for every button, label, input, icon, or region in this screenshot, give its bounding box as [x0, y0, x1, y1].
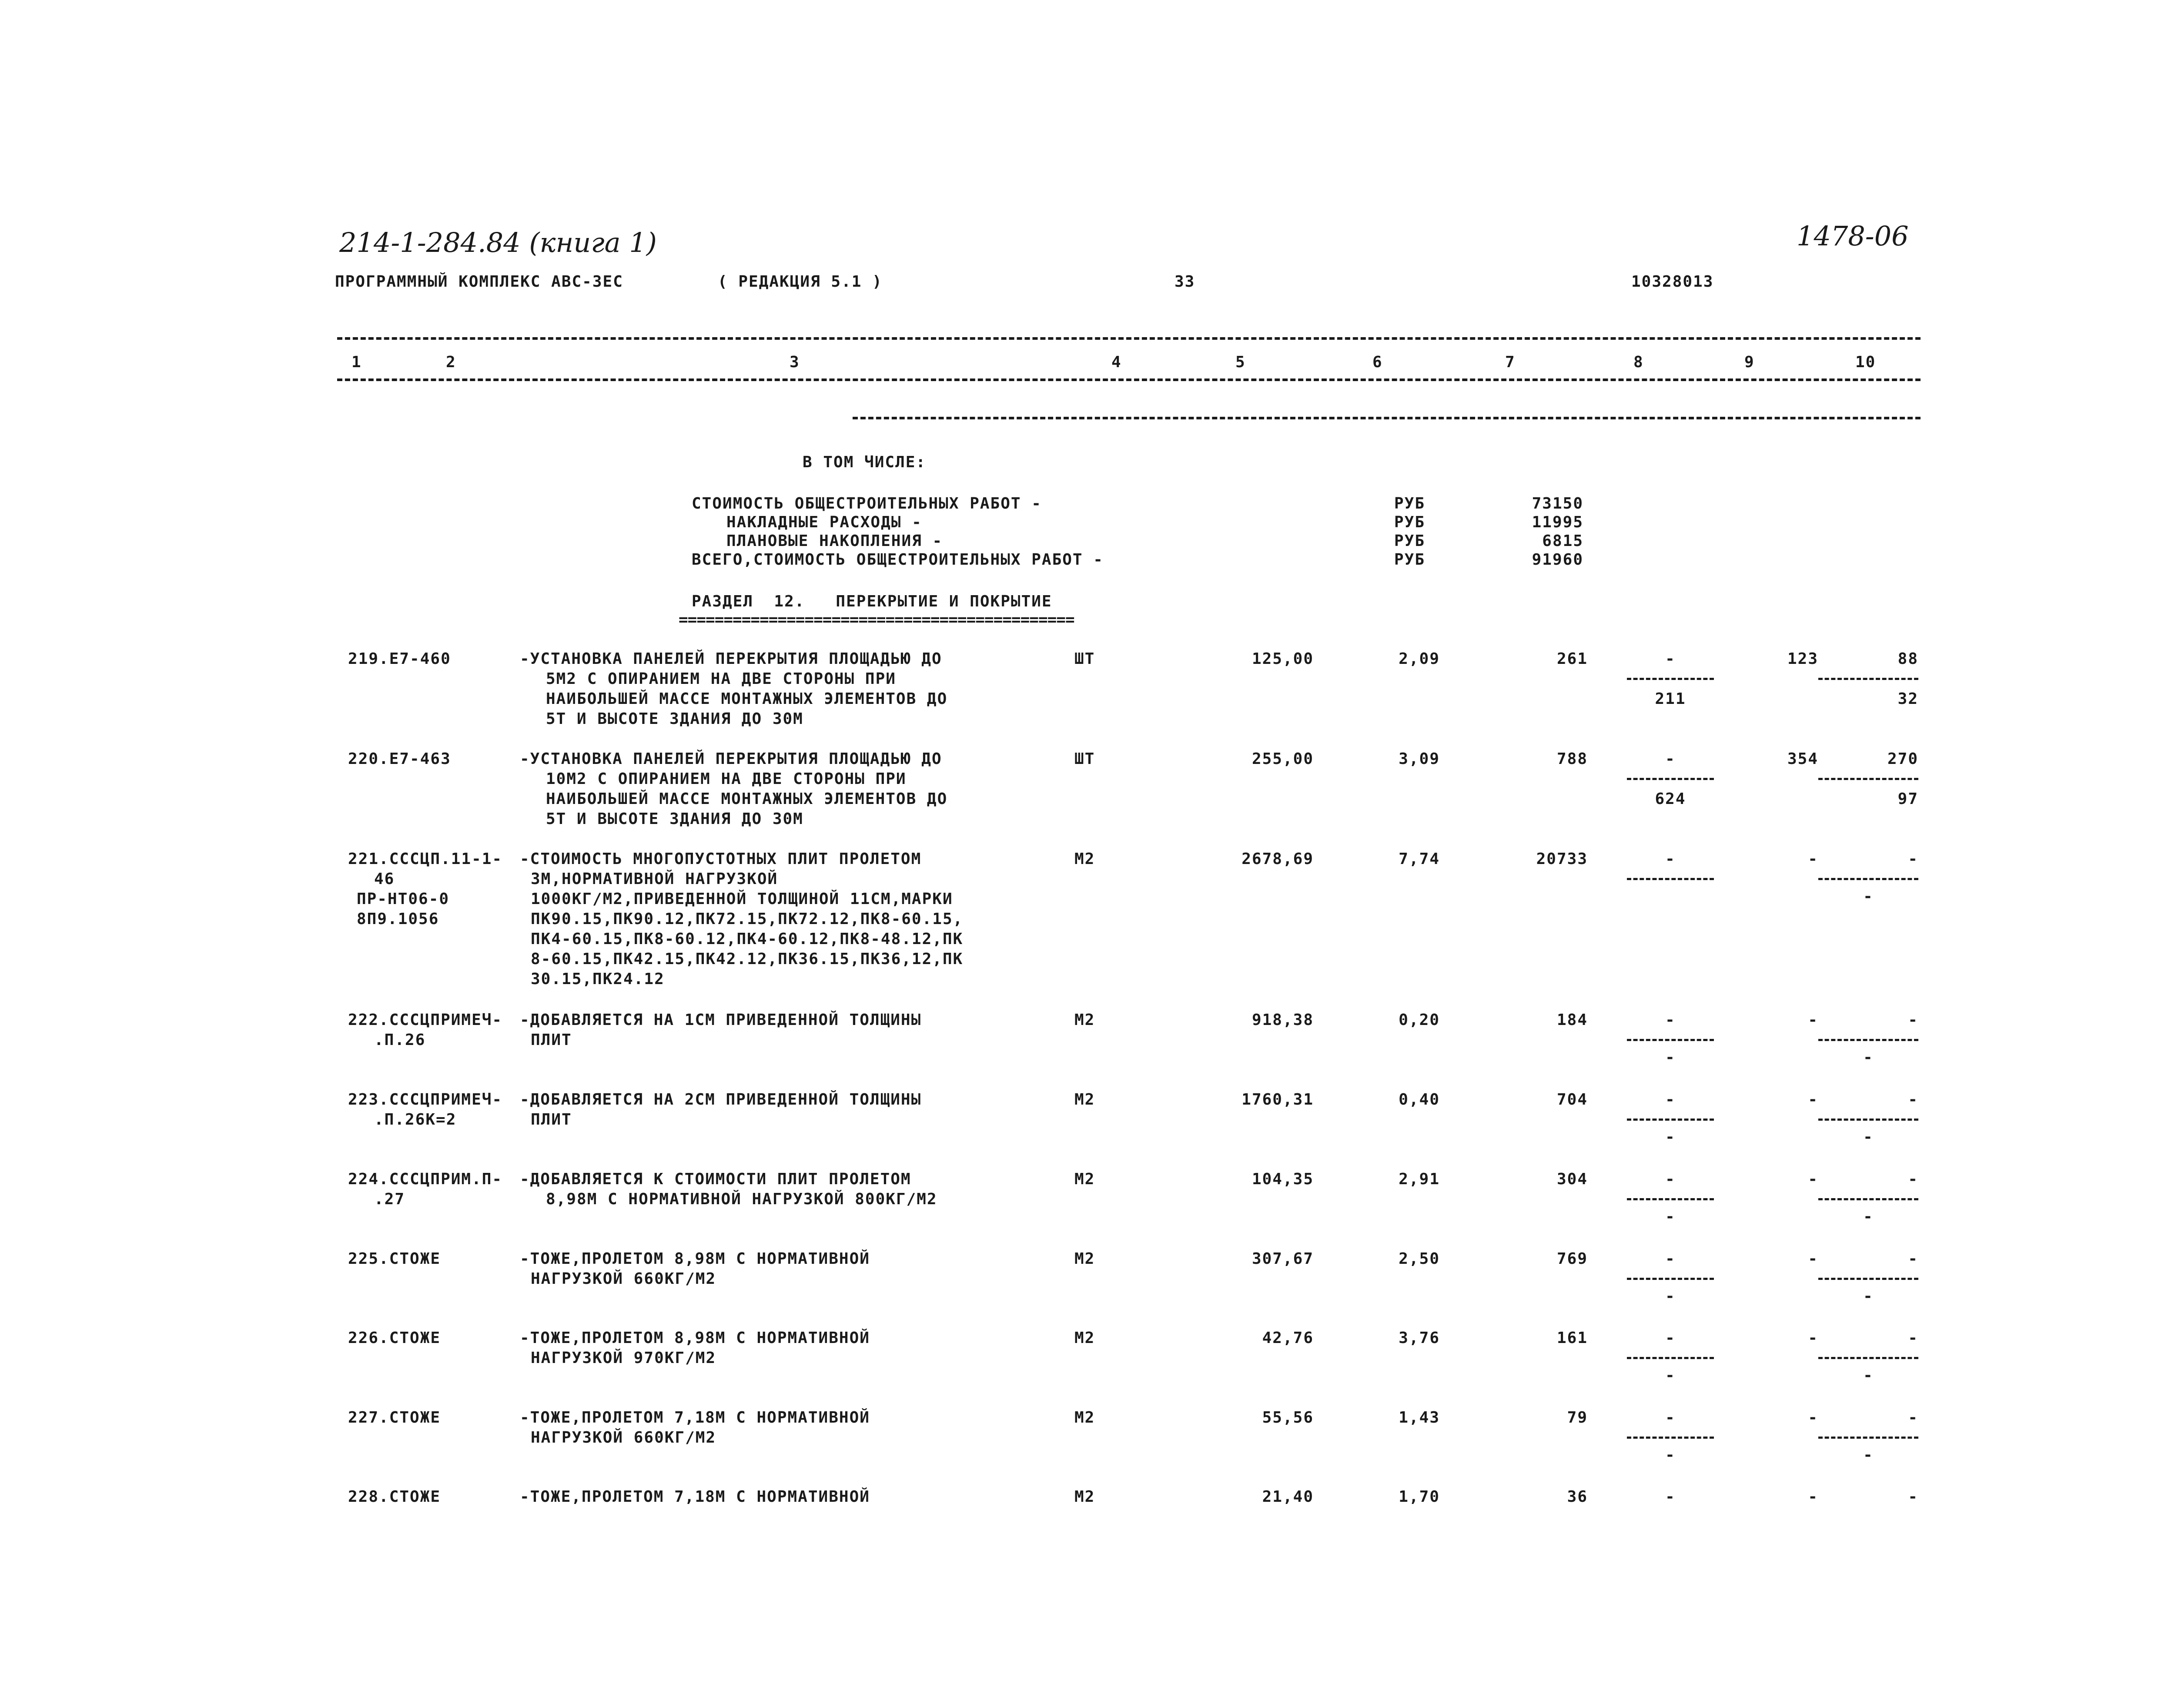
row-col8-subvalue: 211 [1655, 690, 1686, 708]
row-description: 10М2 С ОПИРАНИЕМ НА ДВЕ СТОРОНЫ ПРИ [546, 770, 907, 788]
row-description: 8-60.15,ПК42.15,ПК42.12,ПК36.15,ПК36,12,ПК [531, 950, 964, 968]
row-description: ПК4-60.15,ПК8-60.12,ПК4-60.12,ПК8-48.12,ПК [531, 930, 964, 948]
row-col8-subvalue: - [1665, 1366, 1676, 1384]
section-underline: ============================================ [679, 611, 1074, 629]
row-col9-value: 123 [1787, 650, 1818, 668]
row-total-cost: 184 [1556, 1011, 1588, 1029]
row-description: -УСТАНОВКА ПАНЕЛЕЙ ПЕРЕКРЫТИЯ ПЛОЩАДЬЮ ДО [520, 750, 942, 768]
table-row [0, 1169, 2175, 1235]
row-col8-value: - [1665, 650, 1676, 668]
row-description: НАИБОЛЬШЕЙ МАССЕ МОНТАЖНЫХ ЭЛЕМЕНТОВ ДО [546, 690, 948, 708]
row-col10-value: 88 [1897, 650, 1918, 668]
row-unit-price: 0,20 [1399, 1011, 1440, 1029]
col-num: 3 [790, 353, 800, 371]
row-col10-subvalue: 32 [1897, 690, 1918, 708]
col-num: 4 [1111, 353, 1122, 371]
row-total-cost: 20733 [1536, 850, 1588, 868]
col-num: 2 [446, 353, 456, 371]
row-col10-value: - [1908, 1488, 1918, 1506]
page-number: 33 [1174, 273, 1195, 291]
col8-underline [1627, 878, 1714, 880]
row-col10-subvalue: 97 [1897, 790, 1918, 808]
row-col9-value: - [1808, 1170, 1818, 1188]
row-unit: ШТ [1074, 650, 1095, 668]
row-col10-value: - [1908, 850, 1918, 868]
col8-underline [1627, 1278, 1714, 1280]
col-num: 10 [1855, 353, 1876, 371]
row-unit-price: 3,09 [1399, 750, 1440, 768]
row-description: -ДОБАВЛЯЕТСЯ НА 1СМ ПРИВЕДЕННОЙ ТОЛЩИНЫ [520, 1011, 922, 1029]
row-unit: М2 [1074, 1250, 1095, 1268]
document-code: 10328013 [1631, 273, 1714, 291]
row-code: 220.Е7-463 [348, 750, 451, 768]
subtotal-unit: РУБ [1394, 532, 1425, 550]
row-col9-value: - [1808, 1409, 1818, 1427]
row-col8-subvalue: - [1665, 1048, 1676, 1066]
col-num: 6 [1372, 353, 1383, 371]
row-col10-value: - [1908, 1170, 1918, 1188]
table-row [0, 1487, 2175, 1513]
row-description: 1000КГ/М2,ПРИВЕДЕННОЙ ТОЛЩИНОЙ 11СМ,МАРКИ [531, 890, 953, 908]
row-description: -СТОИМОСТЬ МНОГОПУСТОТНЫХ ПЛИТ ПРОЛЕТОМ [520, 850, 922, 868]
row-total-cost: 161 [1556, 1329, 1588, 1347]
row-col8-value: - [1665, 1329, 1676, 1347]
row-col8-subvalue: - [1665, 1287, 1676, 1305]
row-description: 5М2 С ОПИРАНИЕМ НА ДВЕ СТОРОНЫ ПРИ [546, 670, 896, 688]
row-col8-value: - [1665, 1409, 1676, 1427]
row-description: ПЛИТ [531, 1031, 572, 1049]
row-col10-subvalue: - [1863, 1287, 1874, 1305]
col10-underline [1818, 1039, 1918, 1041]
subtotal-value: 91960 [1532, 551, 1583, 569]
col-num: 1 [351, 353, 362, 371]
row-description: НАИБОЛЬШЕЙ МАССЕ МОНТАЖНЫХ ЭЛЕМЕНТОВ ДО [546, 790, 948, 808]
row-unit-price: 2,50 [1399, 1250, 1440, 1268]
row-col10-value: - [1908, 1091, 1918, 1109]
subtotal-label: ПЛАНОВЫЕ НАКОПЛЕНИЯ - [726, 532, 943, 550]
table-row [0, 749, 2175, 832]
col-num: 7 [1505, 353, 1516, 371]
row-description: НАГРУЗКОЙ 660КГ/М2 [531, 1270, 716, 1288]
col10-underline [1818, 678, 1918, 680]
row-col8-value: - [1665, 1250, 1676, 1268]
row-description: 30.15,ПК24.12 [531, 970, 665, 988]
row-code: 228.СТОЖЕ [348, 1488, 441, 1506]
row-description: 8,98М С НОРМАТИВНОЙ НАГРУЗКОЙ 800КГ/М2 [546, 1190, 937, 1208]
subtotal-value: 11995 [1532, 513, 1583, 531]
handwritten-sheet-number: 1478-06 [1797, 220, 1909, 252]
table-row [0, 1010, 2175, 1075]
row-quantity: 104,35 [1251, 1170, 1314, 1188]
row-code: 222.СССЦПРИМЕЧ- [348, 1011, 503, 1029]
row-col9-value: - [1808, 1329, 1818, 1347]
col10-underline [1818, 1278, 1918, 1280]
row-description: 5Т И ВЫСОТЕ ЗДАНИЯ ДО 30М [546, 810, 803, 828]
row-col8-value: - [1665, 1170, 1676, 1188]
row-col9-value: - [1808, 1091, 1818, 1109]
row-description: 3М,НОРМАТИВНОЙ НАГРУЗКОЙ [531, 870, 778, 888]
row-quantity: 2678,69 [1241, 850, 1314, 868]
row-description: НАГРУЗКОЙ 660КГ/М2 [531, 1429, 716, 1447]
col8-underline [1627, 1119, 1714, 1121]
row-unit-price: 7,74 [1399, 850, 1440, 868]
subtotal-label: ВСЕГО,СТОИМОСТЬ ОБЩЕСТРОИТЕЛЬНЫХ РАБОТ - [692, 551, 1104, 569]
row-unit: М2 [1074, 1170, 1095, 1188]
subtotal-unit: РУБ [1394, 551, 1425, 569]
row-quantity: 55,56 [1262, 1409, 1314, 1427]
row-total-cost: 36 [1567, 1488, 1588, 1506]
row-code: .27 [374, 1190, 405, 1208]
row-unit-price: 1,43 [1399, 1409, 1440, 1427]
row-description: -ДОБАВЛЯЕТСЯ НА 2СМ ПРИВЕДЕННОЙ ТОЛЩИНЫ [520, 1091, 922, 1109]
row-unit: М2 [1074, 1091, 1095, 1109]
col8-underline [1627, 1357, 1714, 1359]
col8-underline [1627, 1437, 1714, 1439]
row-col8-value: - [1665, 1091, 1676, 1109]
row-col8-value: - [1665, 1011, 1676, 1029]
row-total-cost: 769 [1556, 1250, 1588, 1268]
row-total-cost: 788 [1556, 750, 1588, 768]
row-unit: М2 [1074, 1488, 1095, 1506]
row-description: -УСТАНОВКА ПАНЕЛЕЙ ПЕРЕКРЫТИЯ ПЛОЩАДЬЮ ДО [520, 650, 942, 668]
row-unit: М2 [1074, 1329, 1095, 1347]
row-col9-value: - [1808, 1488, 1818, 1506]
row-col9-value: 354 [1787, 750, 1818, 768]
row-col9-value: - [1808, 850, 1818, 868]
row-col8-value: - [1665, 1488, 1676, 1506]
row-unit: ШТ [1074, 750, 1095, 768]
row-code: .П.26 [374, 1031, 426, 1049]
row-code: .П.26К=2 [374, 1111, 457, 1129]
subtotal-heading: В ТОМ ЧИСЛЕ: [803, 453, 927, 471]
row-col9-value: - [1808, 1011, 1818, 1029]
row-quantity: 21,40 [1262, 1488, 1314, 1506]
row-col8-subvalue: 624 [1655, 790, 1686, 808]
row-total-cost: 304 [1556, 1170, 1588, 1188]
row-code: 46 [374, 870, 395, 888]
col8-underline [1627, 778, 1714, 780]
row-code: ПР-НТ06-0 [357, 890, 450, 908]
row-col10-subvalue: - [1863, 1128, 1874, 1146]
row-total-cost: 704 [1556, 1091, 1588, 1109]
col-num: 9 [1744, 353, 1755, 371]
row-unit: М2 [1074, 850, 1095, 868]
col10-underline [1818, 1357, 1918, 1359]
program-name: ПРОГРАММНЫЙ КОМПЛЕКС АВС-3ЕС [335, 273, 623, 291]
row-description: 5Т И ВЫСОТЕ ЗДАНИЯ ДО 30М [546, 710, 803, 728]
row-quantity: 125,00 [1251, 650, 1314, 668]
row-col10-subvalue: - [1863, 1366, 1874, 1384]
row-quantity: 307,67 [1251, 1250, 1314, 1268]
row-description: -ДОБАВЛЯЕТСЯ К СТОИМОСТИ ПЛИТ ПРОЛЕТОМ [520, 1170, 911, 1188]
col8-underline [1627, 1039, 1714, 1041]
subtotal-unit: РУБ [1394, 513, 1425, 531]
row-col9-value: - [1808, 1250, 1818, 1268]
row-col10-subvalue: - [1863, 1446, 1874, 1464]
row-code: 8П9.1056 [357, 910, 439, 928]
row-description: ПК90.15,ПК90.12,ПК72.15,ПК72.12,ПК8-60.15, [531, 910, 964, 928]
row-col10-value: - [1908, 1250, 1918, 1268]
row-code: 219.Е7-460 [348, 650, 451, 668]
table-row [0, 849, 2175, 993]
row-quantity: 42,76 [1262, 1329, 1314, 1347]
row-unit-price: 2,09 [1399, 650, 1440, 668]
row-description: ПЛИТ [531, 1111, 572, 1129]
row-code: 221.СССЦП.11-1- [348, 850, 503, 868]
row-col8-value: - [1665, 750, 1676, 768]
row-total-cost: 79 [1567, 1409, 1588, 1427]
row-description: -ТОЖЕ,ПРОЛЕТОМ 8,98М С НОРМАТИВНОЙ [520, 1329, 870, 1347]
row-col8-subvalue: - [1665, 1208, 1676, 1226]
row-unit-price: 3,76 [1399, 1329, 1440, 1347]
col8-underline [1627, 1198, 1714, 1200]
block-separator-rule [853, 417, 1921, 419]
section-title: РАЗДЕЛ 12. ПЕРЕКРЫТИЕ И ПОКРЫТИЕ [692, 593, 1052, 610]
col10-underline [1818, 778, 1918, 780]
row-quantity: 255,00 [1251, 750, 1314, 768]
row-quantity: 1760,31 [1241, 1091, 1314, 1109]
row-col10-subvalue: - [1863, 1208, 1874, 1226]
row-code: 223.СССЦПРИМЕЧ- [348, 1091, 503, 1109]
row-description: НАГРУЗКОЙ 970КГ/М2 [531, 1349, 716, 1367]
table-row [0, 1408, 2175, 1473]
row-col10-value: - [1908, 1329, 1918, 1347]
col8-underline [1627, 678, 1714, 680]
row-code: 225.СТОЖЕ [348, 1250, 441, 1268]
row-unit: М2 [1074, 1011, 1095, 1029]
subtotal-label: СТОИМОСТЬ ОБЩЕСТРОИТЕЛЬНЫХ РАБОТ - [692, 495, 1042, 512]
row-unit: М2 [1074, 1409, 1095, 1427]
subtotal-label: НАКЛАДНЫЕ РАСХОДЫ - [726, 513, 922, 531]
subtotal-value: 6815 [1542, 532, 1583, 550]
row-unit-price: 2,91 [1399, 1170, 1440, 1188]
row-quantity: 918,38 [1251, 1011, 1314, 1029]
col10-underline [1818, 1437, 1918, 1439]
col-num: 8 [1633, 353, 1644, 371]
subtotal-unit: РУБ [1394, 495, 1425, 512]
col10-underline [1818, 878, 1918, 880]
row-description: -ТОЖЕ,ПРОЛЕТОМ 7,18М С НОРМАТИВНОЙ [520, 1488, 870, 1506]
program-edition: ( РЕДАКЦИЯ 5.1 ) [718, 273, 883, 291]
handwritten-doc-reference: 214-1-284.84 (книга 1) [339, 227, 657, 258]
table-row [0, 1328, 2175, 1393]
row-unit-price: 1,70 [1399, 1488, 1440, 1506]
col10-underline [1818, 1119, 1918, 1121]
row-total-cost: 261 [1556, 650, 1588, 668]
row-code: 224.СССЦПРИМ.П- [348, 1170, 503, 1188]
table-row [0, 649, 2175, 732]
header-bottom-rule [337, 378, 1921, 381]
row-description: -ТОЖЕ,ПРОЛЕТОМ 8,98М С НОРМАТИВНОЙ [520, 1250, 870, 1268]
col-num: 5 [1235, 353, 1246, 371]
row-code: 226.СТОЖЕ [348, 1329, 441, 1347]
row-col10-subvalue: - [1863, 1048, 1874, 1066]
row-description: -ТОЖЕ,ПРОЛЕТОМ 7,18М С НОРМАТИВНОЙ [520, 1409, 870, 1427]
column-number-header [0, 352, 2175, 372]
row-col8-value: - [1665, 850, 1676, 868]
row-code: 227.СТОЖЕ [348, 1409, 441, 1427]
row-unit-price: 0,40 [1399, 1091, 1440, 1109]
header-top-rule [337, 337, 1921, 340]
row-col10-value: 270 [1887, 750, 1918, 768]
row-col10-value: - [1908, 1409, 1918, 1427]
table-row [0, 1249, 2175, 1314]
subtotal-value: 73150 [1532, 495, 1583, 512]
row-col10-value: - [1908, 1011, 1918, 1029]
row-col8-subvalue: - [1665, 1446, 1676, 1464]
col10-underline [1818, 1198, 1918, 1200]
row-col10-subvalue: - [1863, 887, 1874, 905]
table-row [0, 1090, 2175, 1155]
row-col8-subvalue: - [1665, 1128, 1676, 1146]
